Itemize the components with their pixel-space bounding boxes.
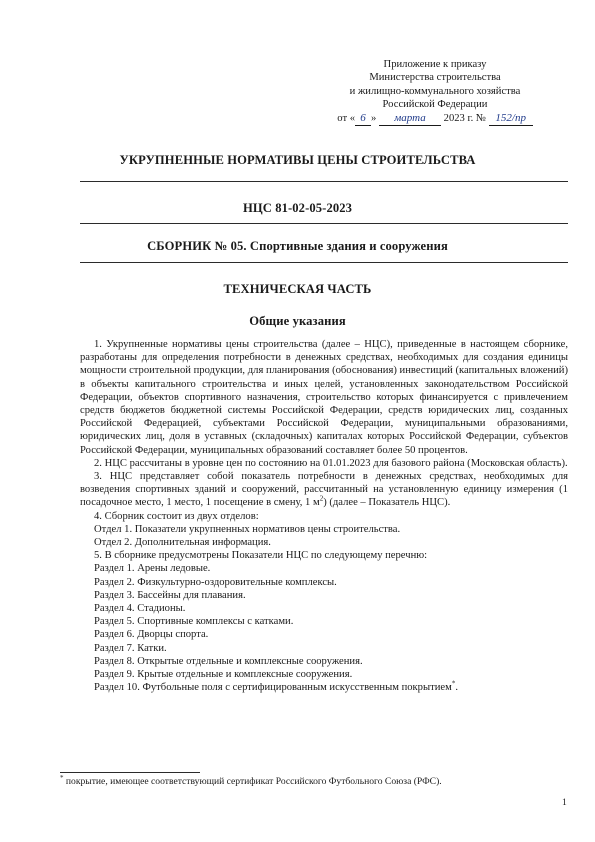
body-text: [80, 338, 568, 694]
approval-line-4: Российской Федерации: [382, 99, 488, 111]
page-number: 1: [562, 797, 567, 808]
section-list-item: Раздел 9. Крытые отдельные и комплексные сооружения.: [94, 669, 353, 681]
section-list-item: Раздел 7. Катки.: [94, 642, 167, 654]
date-month: марта: [379, 112, 441, 126]
date-prefix: от «: [337, 112, 356, 124]
section-list-item: Раздел 8. Открытые отдельные и комплексные сооружения.: [94, 655, 363, 667]
date-year: 2023 г. №: [443, 112, 487, 124]
approval-line-2: Министерства строительства: [369, 72, 501, 84]
paragraph-3-end: ) (далее – Показатель НЦС).: [323, 497, 451, 509]
approval-stamp: [300, 58, 570, 126]
order-number: 152/пр: [489, 112, 533, 126]
footnote: [60, 773, 570, 788]
section-title: ТЕХНИЧЕСКАЯ ЧАСТЬ: [223, 282, 372, 296]
paragraph-3: [80, 470, 568, 510]
section-10-footnote-mark: *: [451, 679, 456, 688]
title-divider: [80, 181, 568, 182]
section-list-item-10: [80, 681, 568, 694]
section-10-end: .: [455, 682, 458, 694]
paragraph-3-sup: 2: [319, 494, 324, 503]
paragraph-2: 2. НЦС рассчитаны в уровне цен по состоянию на 01.01.2023 для базового района (Московская область).: [94, 457, 568, 469]
approval-line-1: Приложение к приказу: [383, 59, 487, 70]
footnote-divider: [60, 772, 200, 773]
section-list-item: Раздел 4. Стадионы.: [94, 603, 186, 615]
section-list-item: Раздел 5. Спортивные комплексы с катками.: [94, 616, 294, 628]
document-title: УКРУПНЕННЫЕ НОРМАТИВЫ ЦЕНЫ СТРОИТЕЛЬСТВА: [119, 153, 476, 167]
paragraph-4: 4. Сборник состоит из двух отделов:: [94, 510, 259, 522]
section-list-item: Раздел 3. Бассейны для плавания.: [94, 589, 246, 601]
division-2: Отдел 2. Дополнительная информация.: [94, 537, 271, 549]
section-10-text: Раздел 10. Футбольные поля с сертифицированным искусственным покрытием: [94, 682, 452, 694]
division-1: Отдел 1. Показатели укрупненных нормативов цены строительства.: [94, 523, 401, 535]
subsection-title: Общие указания: [249, 314, 346, 328]
date-mid: »: [371, 112, 377, 124]
approval-date-line: [300, 112, 570, 126]
collection-title: СБОРНИК № 05. Спортивные здания и сооружения: [147, 239, 448, 253]
section-list-item: Раздел 1. Арены ледовые.: [94, 563, 211, 575]
collection-divider: [80, 262, 568, 263]
footnote-text: покрытие, имеющее соответствующий сертификат Российского Футбольного Союза (РФС).: [63, 776, 442, 787]
document-code: НЦС 81-02-05-2023: [242, 201, 353, 215]
paragraph-3-main: 3. НЦС представляет собой показатель потребности в денежных средствах, необходимых для возведения спортивных зданий и сооружений, рассчитанный на установленную единицу измерения (1 посадочное место, 1 место, 1 посещение в смену, 1 м: [80, 471, 568, 509]
section-list-item: Раздел 2. Физкультурно-оздоровительные комплексы.: [94, 576, 337, 588]
approval-line-3: и жилищно-коммунального хозяйства: [349, 85, 521, 97]
section-list-item: Раздел 6. Дворцы спорта.: [94, 629, 209, 641]
date-day: 6: [355, 112, 371, 126]
code-divider: [80, 223, 568, 224]
paragraph-5: 5. В сборнике предусмотрены Показатели НЦС по следующему перечню:: [94, 550, 428, 562]
paragraph-1: 1. Укрупненные нормативы цены строительства (далее – НЦС), приведенные в настоящем сборнике, разработаны для определения потребности в денежных средствах, необходимых для создания единицы мощности строительной продукции, для планирования (обоснования) инвестиций (капитальных вложений) в объекты капитального строительства и иных целей, установленных законодательством Российской Федерации, объектов спортивного назначения, строительство которых финансируется с привлечением средств бюджетов бюджетной системы Российской Федерации, средств юридических лиц, созданных Российской Федерацией, субъектами Российской Федерации, муниципальными образованиями, юридических лиц, доля в уставных (складочных) капиталах которых Российской Федерации, субъектов Российской Федерации, муниципальных образований составляет более 50 процентов.: [80, 339, 568, 456]
footnote-mark: *: [60, 773, 64, 782]
